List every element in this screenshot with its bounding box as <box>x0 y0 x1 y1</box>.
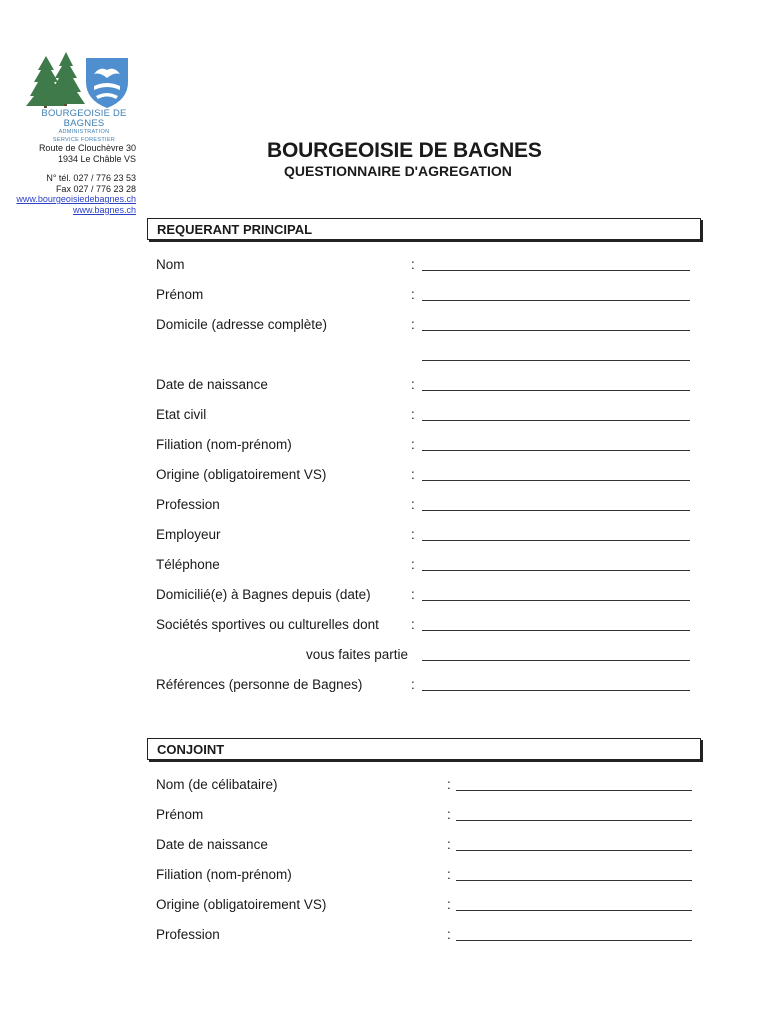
logo-caption <box>20 109 148 143</box>
field-colon: : <box>411 407 415 422</box>
fill-in-line[interactable] <box>456 850 692 851</box>
field-label: Prénom <box>156 287 204 302</box>
document-title: BOURGEOISIE DE BAGNES <box>267 139 542 162</box>
field-label: Domicile (adresse complète) <box>156 317 328 332</box>
website-link-bourgeoisie[interactable]: www.bourgeoisiedebagnes.ch <box>16 194 136 204</box>
fill-in-line[interactable] <box>422 480 690 481</box>
field-colon: : <box>447 867 451 882</box>
section-header-requerant-principal: REQUERANT PRINCIPAL <box>147 218 701 240</box>
field-label: Date de naissance <box>156 377 268 392</box>
fill-in-line[interactable] <box>456 910 692 911</box>
fill-in-line[interactable] <box>422 570 690 571</box>
fill-in-line[interactable] <box>422 300 690 301</box>
coat-of-arms-icon <box>86 58 128 108</box>
field-label: Profession <box>156 927 220 942</box>
field-label: Nom <box>156 257 185 272</box>
field-colon: : <box>411 317 415 332</box>
fill-in-line[interactable] <box>422 270 690 271</box>
field-label: Filiation (nom-prénom) <box>156 437 292 452</box>
fill-in-line[interactable] <box>422 630 690 631</box>
field-colon: : <box>411 287 415 302</box>
field-label: vous faites partie <box>306 647 409 662</box>
field-label: Domicilié(e) à Bagnes depuis (date) <box>156 587 371 602</box>
field-colon: : <box>411 437 415 452</box>
field-label: Employeur <box>156 527 221 542</box>
fill-in-line[interactable] <box>422 540 690 541</box>
field-label: Profession <box>156 497 220 512</box>
logo-name: BOURGEOISIE DE BAGNES <box>41 108 127 129</box>
fill-in-line[interactable] <box>422 330 690 331</box>
logo-subtitle-1: ADMINISTRATION <box>58 129 110 135</box>
field-label: Prénom <box>156 807 204 822</box>
field-label: Sociétés sportives ou culturelles dont <box>156 617 379 632</box>
fill-in-line[interactable] <box>422 510 690 511</box>
fax-number: Fax 027 / 776 23 28 <box>55 183 136 194</box>
fill-in-line[interactable] <box>422 360 690 361</box>
field-label: Références (personne de Bagnes) <box>156 677 363 692</box>
fill-in-line[interactable] <box>422 600 690 601</box>
field-colon: : <box>411 377 415 392</box>
field-label: Filiation (nom-prénom) <box>156 867 292 882</box>
logo-subtitle-2: SERVICE FORESTIER <box>52 136 116 143</box>
field-label: Téléphone <box>156 557 220 572</box>
fill-in-line[interactable] <box>456 790 692 791</box>
field-label: Origine (obligatoirement VS) <box>156 467 327 482</box>
fill-in-line[interactable] <box>456 820 692 821</box>
field-label: Date de naissance <box>156 837 268 852</box>
fill-in-line[interactable] <box>422 420 690 421</box>
field-colon: : <box>411 467 415 482</box>
phone-number: N° tél. 027 / 776 23 53 <box>46 173 136 183</box>
field-colon: : <box>411 677 415 692</box>
field-colon: : <box>447 777 451 792</box>
section-header-conjoint: CONJOINT <box>147 738 701 760</box>
field-colon: : <box>411 527 415 542</box>
fill-in-line[interactable] <box>422 660 690 661</box>
field-colon: : <box>447 927 451 942</box>
document-subtitle: QUESTIONNAIRE D'AGREGATION <box>284 163 512 179</box>
field-label: Origine (obligatoirement VS) <box>156 897 327 912</box>
website-link-bagnes[interactable]: www.bagnes.ch <box>72 204 136 215</box>
field-colon: : <box>411 257 415 272</box>
fill-in-line[interactable] <box>422 690 690 691</box>
field-colon: : <box>411 497 415 512</box>
field-colon: : <box>411 617 415 632</box>
fill-in-line[interactable] <box>422 390 690 391</box>
fill-in-line[interactable] <box>456 940 692 941</box>
address-line-2: 1934 Le Châble VS <box>57 153 136 164</box>
fill-in-line[interactable] <box>456 880 692 881</box>
field-colon: : <box>447 897 451 912</box>
field-colon: : <box>447 807 451 822</box>
address-line-1: Route de Clouchèvre 30 <box>38 143 136 153</box>
fill-in-line[interactable] <box>422 450 690 451</box>
field-colon: : <box>411 587 415 602</box>
field-label: Etat civil <box>156 407 207 422</box>
field-colon: : <box>447 837 451 852</box>
field-colon: : <box>411 557 415 572</box>
contact-block <box>16 143 136 215</box>
field-label: Nom (de célibataire) <box>156 777 278 792</box>
fir-trees-icon <box>26 52 85 108</box>
